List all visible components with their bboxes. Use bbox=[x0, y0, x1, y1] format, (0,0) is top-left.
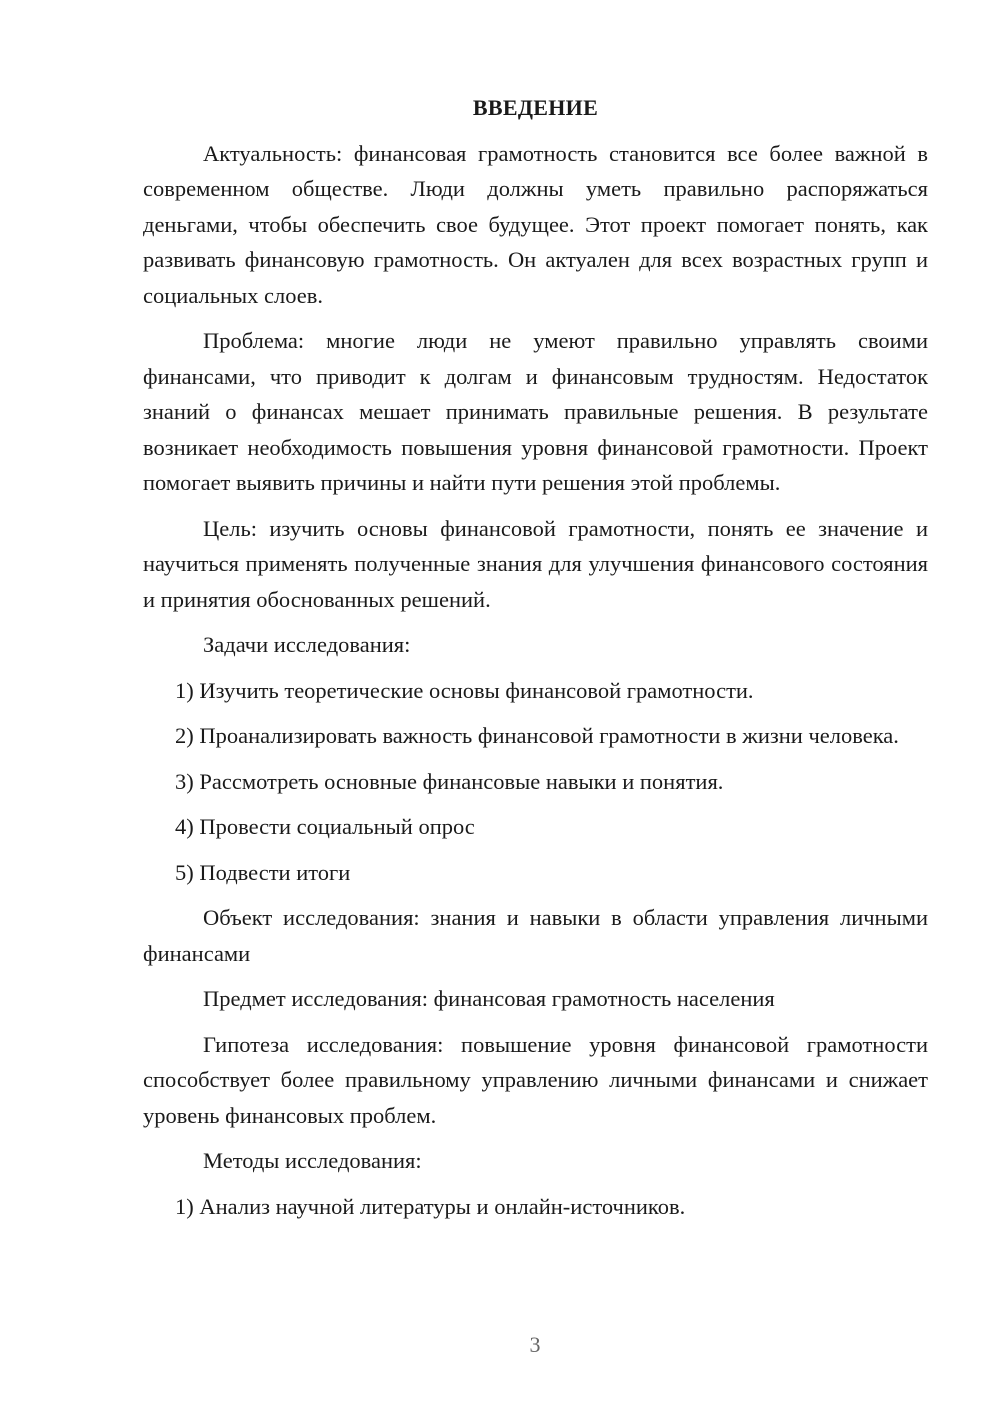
document-body bbox=[143, 90, 928, 1234]
paragraph-goal: Цель: изучить основы финансовой грамотности, понять ее значение и научиться применять полученные знания для улучшения финансового состояния и принятия обоснованных решений. bbox=[143, 515, 928, 612]
paragraph-subject: Предмет исследования: финансовая грамотность населения bbox=[203, 986, 775, 1011]
paragraph-problem: Проблема: многие люди не умеют правильно управлять своими финансами, что приводит к долгам и финансовым трудностям. Недостаток знаний о финансах мешает принимать правильные решения. В результате возникает необходимость повышения уровня финансовой грамотности. Проект помогает выявить причины и найти пути решения этой проблемы. bbox=[143, 328, 928, 495]
section-heading: ВВЕДЕНИЕ bbox=[472, 95, 599, 120]
method-list-item: 1) Анализ научной литературы и онлайн-источников. bbox=[175, 1193, 686, 1219]
task-list-item: 2) Проанализировать важность финансовой грамотности в жизни человека. bbox=[175, 723, 899, 748]
paragraph-tasks-title: Задачи исследования: bbox=[203, 632, 411, 657]
paragraph-methods-title: Методы исследования: bbox=[203, 1148, 422, 1173]
task-list-item: 5) Подвести итоги bbox=[175, 859, 351, 885]
task-list-item: 1) Изучить теоретические основы финансовой грамотности. bbox=[175, 677, 754, 703]
task-list-item: 3) Рассмотреть основные финансовые навыки и понятия. bbox=[175, 768, 724, 794]
task-list-item: 4) Провести социальный опрос bbox=[175, 814, 475, 839]
paragraph-hypothesis: Гипотеза исследования: повышение уровня финансовой грамотности способствует более правильному управлению личными финансами и снижает уровень финансовых проблем. bbox=[143, 1031, 928, 1128]
paragraph-relevance: Актуальность: финансовая грамотность становится все более важной в современном обществе. Люди должны уметь правильно распоряжаться деньгами, чтобы обеспечить свое будущее. Этот проект помогает понять, как развивать финансовую грамотность. Он актуален для всех возрастных групп и социальных слоев. bbox=[143, 140, 928, 308]
paragraph-object: Объект исследования: знания и навыки в области управления личными финансами bbox=[143, 905, 928, 966]
page-number: 3 bbox=[529, 1332, 541, 1357]
